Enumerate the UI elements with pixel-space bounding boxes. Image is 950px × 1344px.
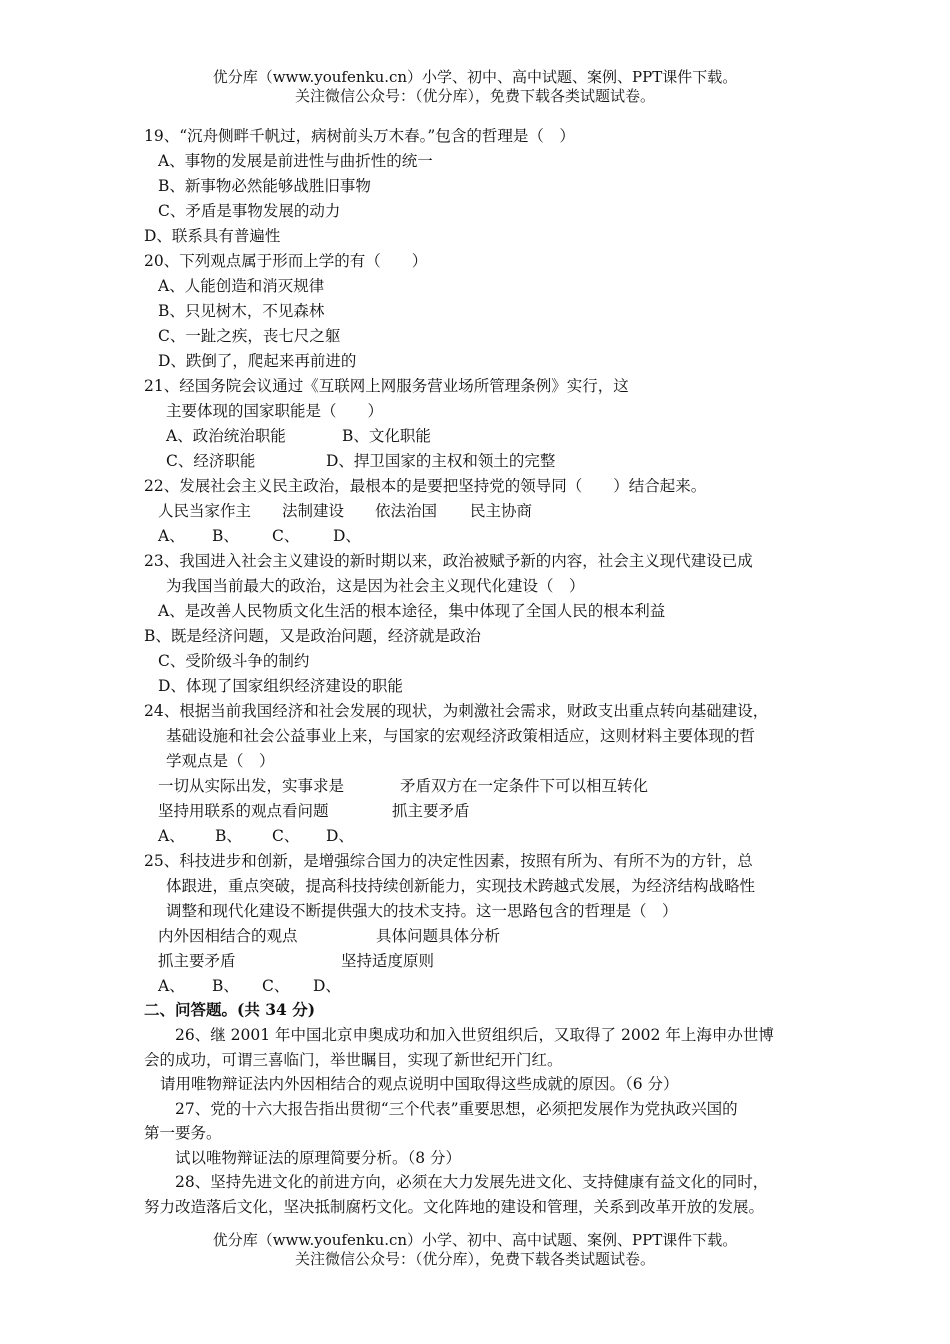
question-21-cont: 主要体现的国家职能是（ ） — [166, 402, 384, 420]
option-22-c: C、 — [272, 527, 300, 545]
section-2-heading: 二、问答题。(共 34 分) — [144, 1000, 316, 1019]
option-21-a: A、政治统治职能 — [166, 427, 286, 445]
question-25: 25、科技进步和创新，是增强综合国力的决定性因素，按照有所为、有所不为的方针，总 — [144, 852, 753, 870]
option-24-a: A、 — [158, 827, 185, 845]
option-23-a: A、是改善人民物质文化生活的根本途径，集中体现了全国人民的根本利益 — [158, 602, 666, 620]
option-22-d: D、 — [333, 527, 361, 545]
option-20-c: C、一趾之疾，丧七尺之躯 — [158, 327, 341, 345]
item-25-2: 具体问题具体分析 — [376, 927, 501, 945]
footer-line-2: 关注微信公众号：（优分库），免费下载各类试题试卷。 — [294, 1250, 655, 1268]
footer-line-1: 优分库（www.youfenku.cn）小学、初中、高中试题、案例、PPT课件下载。 — [212, 1231, 738, 1249]
item-24-2: 矛盾双方在一定条件下可以相互转化 — [400, 777, 649, 795]
question-24-cont-1: 基础设施和社会公益事业上来，与国家的宏观经济政策相适应，这则材料主要体现的哲 — [166, 727, 756, 745]
question-20: 20、下列观点属于形而上学的有（ ） — [144, 252, 428, 270]
option-23-c: C、受阶级斗争的制约 — [158, 652, 310, 670]
option-19-b: B、新事物必然能够战胜旧事物 — [158, 177, 371, 195]
option-19-c: C、矛盾是事物发展的动力 — [158, 202, 341, 220]
page-header — [0, 68, 950, 106]
option-23-d: D、体现了国家组织经济建设的职能 — [158, 677, 403, 695]
item-22-1: 人民当家作主 — [158, 502, 252, 520]
option-25-c: C、 — [262, 977, 290, 995]
option-21-b: B、文化职能 — [342, 427, 431, 445]
option-21-c: C、经济职能 — [166, 452, 256, 470]
option-25-d: D、 — [313, 977, 341, 995]
header-line-2: 关注微信公众号：（优分库），免费下载各类试题试卷。 — [294, 87, 655, 105]
question-26: 26、继 2001 年中国北京申奥成功和加入世贸组织后，又取得了 2002 年上海申办世博 — [175, 1026, 774, 1044]
question-19: 19、“沉舟侧畔千帆过，病树前头万木春。”包含的哲理是（ ） — [144, 127, 575, 145]
page-footer — [0, 1231, 950, 1269]
option-24-b: B、 — [215, 827, 242, 845]
header-line-1: 优分库（www.youfenku.cn）小学、初中、高中试题、案例、PPT课件下载。 — [212, 68, 738, 86]
option-19-d: D、联系具有普遍性 — [144, 227, 281, 245]
question-25-cont-2: 调整和现代化建设不断提供强大的技术支持。这一思路包含的哲理是（ ） — [166, 902, 678, 920]
option-21-d: D、捍卫国家的主权和领土的完整 — [326, 452, 556, 470]
item-24-4: 抓主要矛盾 — [392, 802, 470, 820]
item-25-3: 抓主要矛盾 — [158, 952, 236, 970]
item-22-4: 民主协商 — [470, 502, 533, 520]
item-25-1: 内外因相结合的观点 — [158, 927, 298, 945]
option-22-a: A、 — [158, 527, 185, 545]
question-24: 24、根据当前我国经济和社会发展的现状，为刺激社会需求，财政支出重点转向基础建设， — [144, 702, 769, 720]
option-20-d: D、跌倒了，爬起来再前进的 — [158, 352, 357, 370]
question-22: 22、发展社会主义民主政治，最根本的是要把坚持党的领导同（ ）结合起来。 — [144, 477, 707, 495]
item-22-2: 法制建设 — [282, 502, 345, 520]
option-23-b: B、既是经济问题，又是政治问题，经济就是政治 — [144, 627, 481, 645]
question-24-cont-2: 学观点是（ ） — [166, 752, 275, 770]
question-26-prompt: 请用唯物辩证法内外因相结合的观点说明中国取得这些成就的原因。（6 分） — [160, 1075, 679, 1093]
question-28-cont: 努力改造落后文化，坚决抵制腐朽文化。文化阵地的建设和管理，关系到改革开放的发展。 — [144, 1198, 765, 1216]
option-24-d: D、 — [326, 827, 354, 845]
question-23-cont: 为我国当前最大的政治，这是因为社会主义现代化建设（ ） — [166, 577, 585, 595]
item-25-4: 坚持适度原则 — [341, 952, 435, 970]
question-27-prompt: 试以唯物辩证法的原理简要分析。（8 分） — [175, 1149, 462, 1167]
option-19-a: A、事物的发展是前进性与曲折性的统一 — [158, 152, 433, 170]
question-23: 23、我国进入社会主义建设的新时期以来，政治被赋予新的内容，社会主义现代建设已成 — [144, 552, 753, 570]
item-24-1: 一切从实际出发，实事求是 — [158, 777, 345, 795]
question-25-cont-1: 体跟进，重点突破，提高科技持续创新能力，实现技术跨越式发展，为经济结构战略性 — [166, 877, 756, 895]
option-20-b: B、只见树木，不见森林 — [158, 302, 325, 320]
item-22-3: 依法治国 — [375, 502, 438, 520]
question-26-cont: 会的成功，可谓三喜临门，举世瞩目，实现了新世纪开门红。 — [144, 1051, 563, 1069]
option-22-b: B、 — [212, 527, 239, 545]
option-25-a: A、 — [158, 977, 185, 995]
option-24-c: C、 — [272, 827, 300, 845]
question-27: 27、党的十六大报告指出贯彻“三个代表”重要思想，必须把发展作为党执政兴国的 — [175, 1100, 738, 1118]
question-28: 28、坚持先进文化的前进方向，必须在大力发展先进文化、支持健康有益文化的同时， — [175, 1173, 769, 1191]
option-20-a: A、人能创造和消灭规律 — [158, 277, 325, 295]
item-24-3: 坚持用联系的观点看问题 — [158, 802, 329, 820]
question-27-cont: 第一要务。 — [144, 1124, 222, 1142]
question-21: 21、经国务院会议通过《互联网上网服务营业场所管理条例》实行，这 — [144, 377, 629, 395]
option-25-b: B、 — [212, 977, 239, 995]
